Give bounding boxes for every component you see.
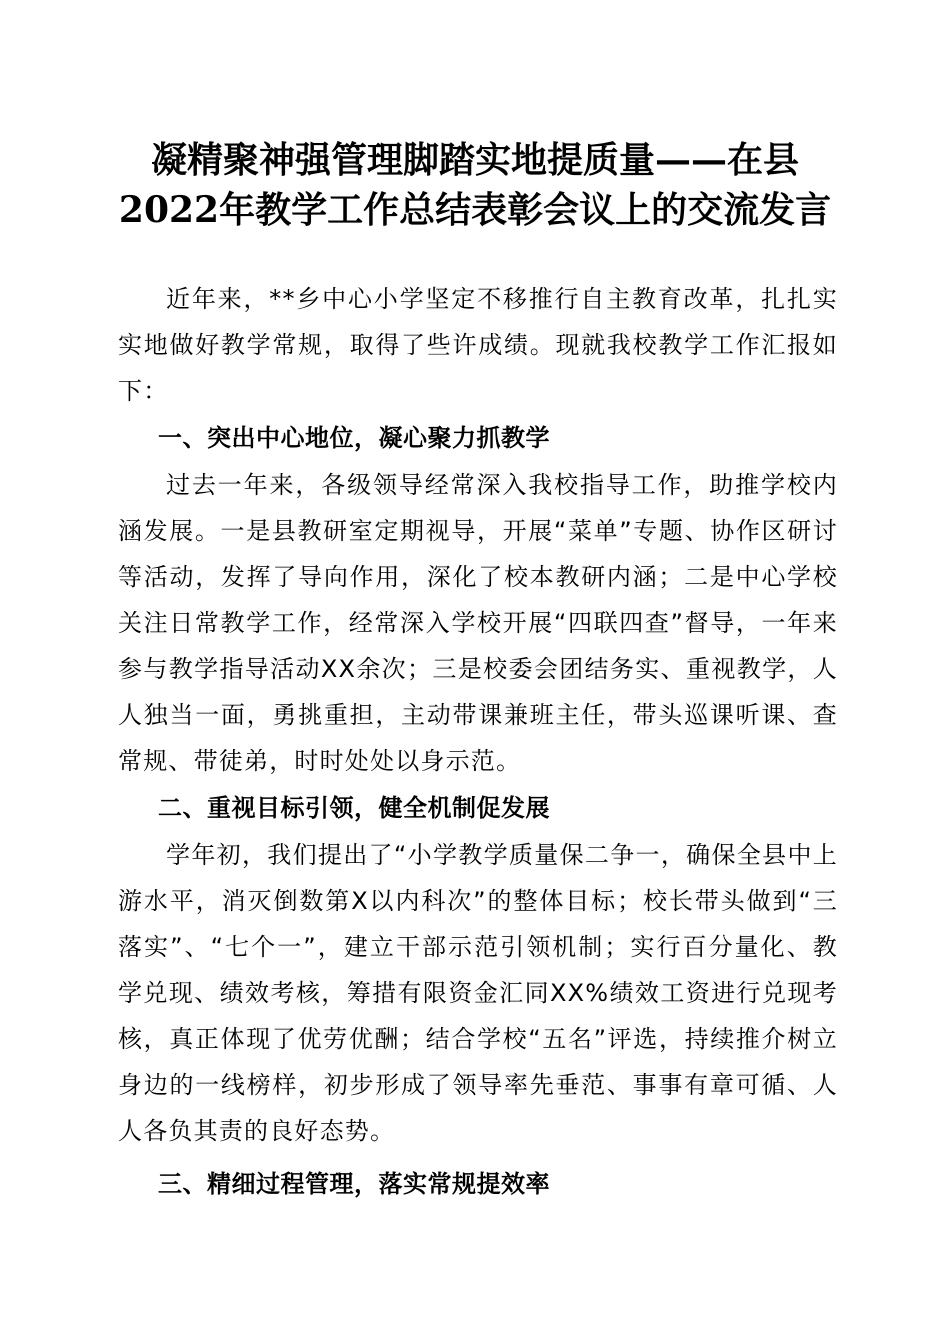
section-1-heading: 一、突出中心地位，凝心聚力抓教学	[158, 424, 550, 452]
document-title	[110, 135, 840, 235]
section-2-paragraph: 学年初，我们提出了“小学教学质量保二争一，确保全县中上游水平，消灭倒数第X以内科次”的整体目标；校长带头做到“三落实”、“七个一”，建立干部示范引领机制；实行百分量化、教学兑现、绩效考核，筹措有限资金汇同XX%绩效工资进行兑现考核，真正体现了优劳优酬；结合学校“五名”评选，持续推介树立身边的一线榜样，初步形成了领导率先垂范、事事有章可循、人人各负其责的良好态势。	[118, 841, 838, 1145]
section-2-heading: 二、重视目标引领，健全机制促发展	[158, 794, 550, 822]
section-1-paragraph: 过去一年来，各级领导经常深入我校指导工作，助推学校内涵发展。一是县教研室定期视导，开展“菜单”专题、协作区研讨等活动，发挥了导向作用，深化了校本教研内涵；二是中心学校关注日常教学工作，经常深入学校开展“四联四查”督导，一年来参与教学指导活动XX余次；三是校委会团结务实、重视教学，人人独当一面，勇挑重担，主动带课兼班主任，带头巡课听课、查常规、带徒弟，时时处处以身示范。	[118, 471, 838, 775]
section-3-heading: 三、精细过程管理，落实常规提效率	[158, 1170, 550, 1198]
document-body	[118, 276, 838, 1208]
title-line-2: 2022年教学工作总结表彰会议上的交流发言	[118, 189, 832, 231]
title-line-1: 凝精聚神强管理脚踏实地提质量——在县	[150, 139, 799, 181]
intro-paragraph: 近年来，**乡中心小学坚定不移推行自主教育改革，扎扎实实地做好教学常规，取得了些许成绩。现就我校教学工作汇报如下：	[118, 285, 838, 405]
